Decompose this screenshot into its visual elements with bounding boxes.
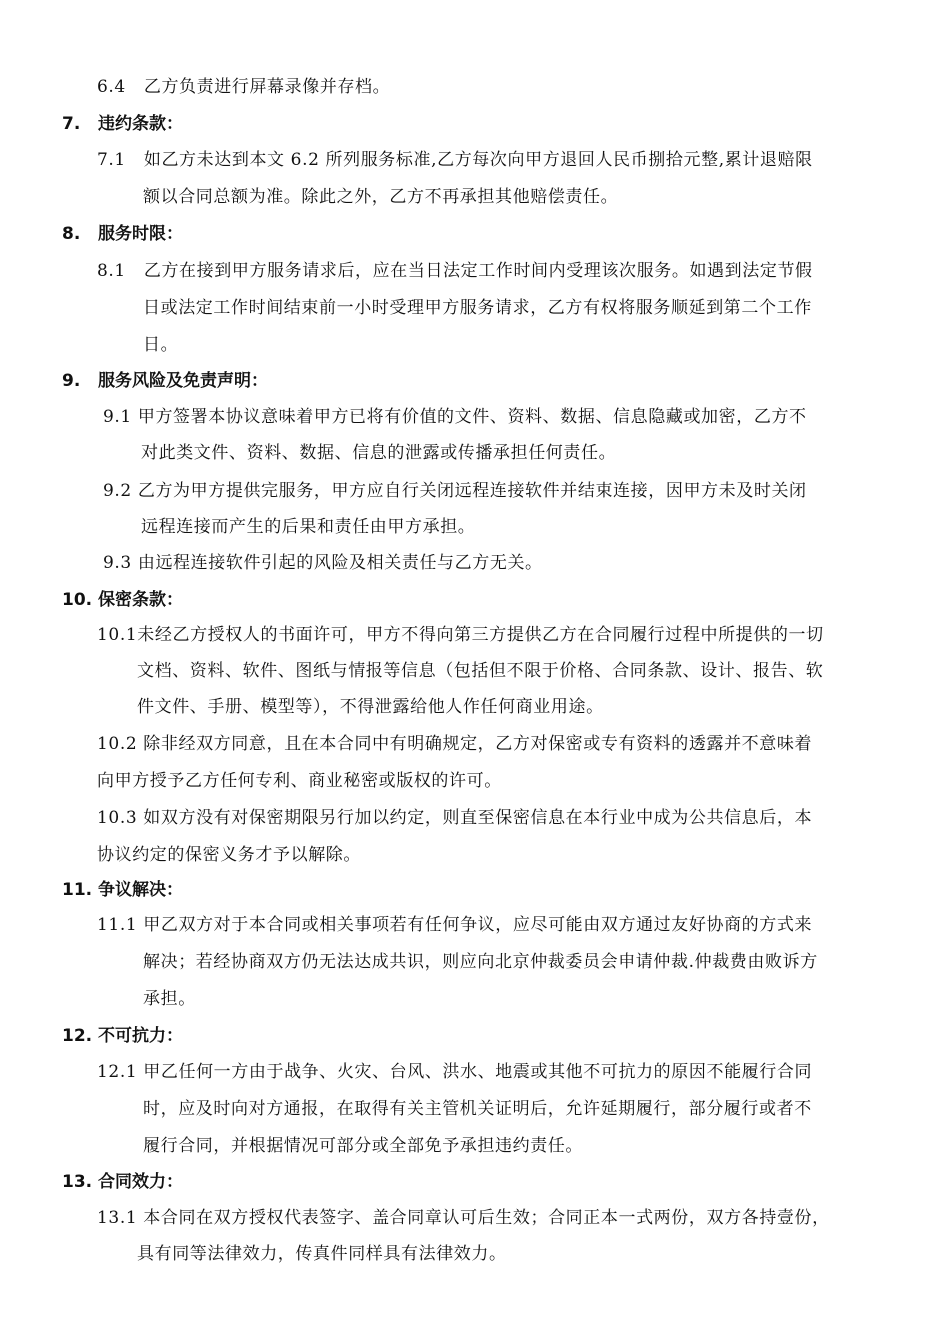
clause-6-4 — [97, 77, 390, 97]
section-heading-11 — [62, 880, 183, 900]
clause-10-3-line2: 协议约定的保密义务才予以解除。 — [97, 845, 361, 865]
clause-9-1-line1 — [103, 407, 807, 427]
clause-12-1-line2: 时，应及时向对方通报，在取得有关主管机关证明后，允许延期履行，部分履行或者不 — [143, 1099, 812, 1119]
section-title: 不可抗力： — [98, 1026, 183, 1046]
clause-number: 9.1 — [103, 407, 132, 427]
clause-text: 乙方在接到甲方服务请求后，应在当日法定工作时间内受理该次服务。如遇到法定节假 — [143, 261, 813, 281]
clause-text: 乙方负责进行屏幕录像并存档。 — [143, 77, 391, 97]
clause-number: 10.1 — [97, 625, 138, 645]
section-heading-8 — [62, 224, 183, 244]
clause-number: 9.3 — [103, 553, 132, 573]
section-heading-7 — [62, 114, 183, 134]
clause-11-1-line3: 承担。 — [143, 989, 196, 1009]
clause-8-1-line1 — [97, 261, 813, 281]
clause-7-1-line2: 额以合同总额为准。除此之外，乙方不再承担其他赔偿责任。 — [143, 187, 619, 207]
section-number: 13. — [62, 1172, 93, 1192]
section-title: 保密条款： — [98, 590, 183, 610]
clause-number: 11.1 — [97, 915, 138, 935]
clause-11-1-line2: 解决；若经协商双方仍无法达成共识，则应向北京仲裁委员会申请仲裁.仲裁费由败诉方 — [143, 952, 818, 972]
clause-13-1-line1 — [97, 1208, 830, 1228]
section-number: 7. — [62, 114, 81, 134]
clause-number: 6.4 — [97, 77, 126, 97]
clause-9-2-line2: 远程连接而产生的后果和责任由甲方承担。 — [141, 517, 476, 537]
section-title: 争议解决： — [98, 880, 183, 900]
clause-text: 甲乙任何一方由于战争、火灾、台风、洪水、地震或其他不可抗力的原因不能履行合同 — [143, 1062, 813, 1082]
section-number: 12. — [62, 1026, 93, 1046]
clause-number: 10.3 — [97, 808, 138, 828]
clause-text: 甲方签署本协议意味着甲方已将有价值的文件、资料、数据、信息隐藏或加密，乙方不 — [137, 407, 807, 427]
section-number: 10. — [62, 590, 93, 610]
clause-text: 乙方为甲方提供完服务，甲方应自行关闭远程连接软件并结束连接，因甲方未及时关闭 — [137, 481, 807, 501]
section-heading-10 — [62, 590, 183, 610]
clause-10-2-line1 — [97, 734, 812, 754]
clause-text: 由远程连接软件引起的风险及相关责任与乙方无关。 — [137, 553, 543, 573]
section-number: 9. — [62, 371, 81, 391]
clause-number: 10.2 — [97, 734, 138, 754]
clause-9-1-line2: 对此类文件、资料、数据、信息的泄露或传播承担任何责任。 — [141, 443, 617, 463]
section-title: 服务风险及免责声明： — [98, 371, 268, 391]
clause-text: 本合同在双方授权代表签字、盖合同章认可后生效；合同正本一式两份，双方各持壹份， — [143, 1208, 830, 1228]
clause-7-1-line1 — [97, 150, 813, 170]
clause-number: 8.1 — [97, 261, 126, 281]
clause-text: 未经乙方授权人的书面许可，甲方不得向第三方提供乙方在合同履行过程中所提供的一切 — [137, 625, 824, 645]
clause-8-1-line2: 日或法定工作时间结束前一小时受理甲方服务请求，乙方有权将服务顺延到第二个工作 — [143, 298, 812, 318]
clause-13-1-line2: 具有同等法律效力，传真件同样具有法律效力。 — [137, 1244, 507, 1264]
clause-text: 如乙方未达到本文 6.2 所列服务标准,乙方每次向甲方退回人民币捌拾元整,累计退赔限 — [143, 150, 813, 170]
clause-10-1-line1 — [97, 625, 824, 645]
section-title: 服务时限： — [98, 224, 183, 244]
clause-9-3-line1 — [103, 553, 543, 573]
section-heading-9 — [62, 371, 268, 391]
clause-10-1-line2: 文档、资料、软件、图纸与情报等信息（包括但不限于价格、合同条款、设计、报告、软 — [137, 661, 824, 681]
clause-text: 如双方没有对保密期限另行加以约定，则直至保密信息在本行业中成为公共信息后，本 — [143, 808, 813, 828]
section-title: 违约条款： — [98, 114, 183, 134]
clause-11-1-line1 — [97, 915, 812, 935]
clause-9-2-line1 — [103, 481, 807, 501]
clause-10-1-line3: 件文件、手册、模型等），不得泄露给他人作任何商业用途。 — [137, 697, 604, 717]
clause-number: 13.1 — [97, 1208, 138, 1228]
clause-12-1-line1 — [97, 1062, 812, 1082]
section-heading-13 — [62, 1172, 183, 1192]
clause-text: 甲乙双方对于本合同或相关事项若有任何争议，应尽可能由双方通过友好协商的方式来 — [143, 915, 813, 935]
section-number: 11. — [62, 880, 93, 900]
clause-number: 9.2 — [103, 481, 132, 501]
section-number: 8. — [62, 224, 81, 244]
section-title: 合同效力： — [98, 1172, 183, 1192]
clause-8-1-line3: 日。 — [143, 335, 179, 355]
clause-number: 12.1 — [97, 1062, 138, 1082]
clause-text: 除非经双方同意，且在本合同中有明确规定，乙方对保密或专有资料的透露并不意味着 — [143, 734, 813, 754]
clause-number: 7.1 — [97, 150, 126, 170]
clause-10-2-line2: 向甲方授予乙方任何专利、商业秘密或版权的许可。 — [97, 771, 502, 791]
clause-12-1-line3: 履行合同，并根据情况可部分或全部免予承担违约责任。 — [143, 1136, 583, 1156]
clause-10-3-line1 — [97, 808, 812, 828]
section-heading-12 — [62, 1026, 183, 1046]
